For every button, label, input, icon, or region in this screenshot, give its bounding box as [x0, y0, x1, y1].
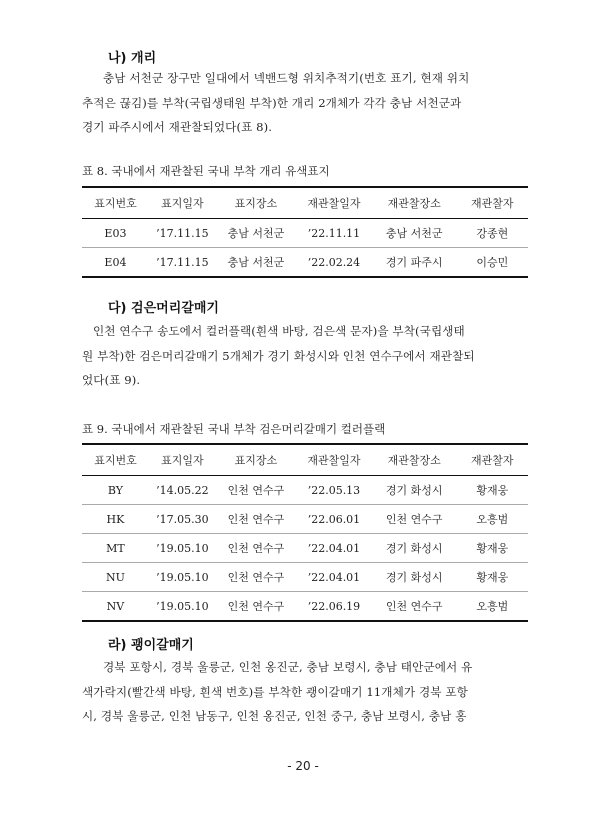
table-cell: ’22.04.01: [307, 570, 361, 584]
table-header-row: [82, 187, 528, 219]
table-cell: ’17.05.30: [156, 512, 209, 526]
table-cell: BY: [107, 483, 124, 497]
column-header: 재관찰장소: [387, 197, 441, 210]
paragraph-ra: [82, 655, 530, 729]
table-row: [82, 505, 528, 534]
table-row: [82, 476, 528, 505]
column-header: 재관찰자: [471, 454, 514, 467]
paragraph-line: 추적은 끊김)를 부착(국립생태원 부착)한 개리 2개체가 각각 충남 서천군과: [82, 95, 462, 110]
table-cell: 경기 화성시: [385, 542, 443, 555]
column-header: 표지번호: [94, 197, 137, 210]
page-number: - 20 -: [287, 759, 319, 773]
paragraph-na: [82, 66, 530, 140]
paragraph-line: 경기 파주시에서 재관찰되었다(표 8).: [82, 120, 273, 134]
paragraph-line: 경북 포항시, 경북 울릉군, 인천 옹진군, 충남 보령시, 충남 태안군에서 유: [103, 660, 473, 674]
column-header: 재관찰일자: [307, 454, 361, 467]
column-header: 재관찰장소: [387, 454, 441, 467]
table-cell: 이승민: [476, 256, 509, 269]
table-cell: 충남 서천군: [227, 256, 285, 269]
paragraph-line: 었다(표 9).: [82, 373, 141, 387]
paragraph-line: 충남 서천군 장구만 일대에서 넥밴드형 위치추적기(번호 표기, 현재 위치: [103, 71, 470, 85]
table-row: [82, 248, 528, 278]
table-cell: 인천 연수구: [385, 600, 443, 613]
paragraph-line: 인천 연수구 송도에서 컬러플랙(흰색 바탕, 검은색 문자)을 부착(국립생태: [93, 324, 465, 338]
table-cell: ’22.02.24: [307, 255, 361, 269]
table-cell: NV: [106, 599, 125, 613]
table-cell: ’19.05.10: [156, 599, 209, 613]
table-cell: ’22.11.11: [307, 226, 361, 240]
table-cell: 충남 서천군: [227, 227, 285, 240]
table-row: [82, 219, 528, 248]
section-heading-na: 나) 개리: [108, 51, 157, 66]
table-cell: ’22.06.01: [307, 512, 361, 526]
table-row: [82, 592, 528, 622]
table-cell: 강종현: [476, 227, 509, 240]
table-cell: 경기 화성시: [385, 571, 443, 584]
column-header: 표지일자: [161, 454, 204, 467]
table-cell: 인천 연수구: [227, 513, 285, 526]
table-row: [82, 563, 528, 592]
column-header: 표지일자: [161, 197, 204, 210]
table-cell: 인천 연수구: [385, 513, 443, 526]
column-header: 표지번호: [94, 454, 137, 467]
column-header: 재관찰일자: [307, 197, 361, 210]
table-cell: ’19.05.10: [156, 570, 209, 584]
table-cell: 인천 연수구: [227, 571, 285, 584]
table-cell: 황재웅: [476, 571, 509, 584]
section-heading-ra: 라) 괭이갈매기: [108, 638, 194, 653]
table-row: [82, 534, 528, 563]
column-header: 재관찰자: [471, 197, 514, 210]
table-cell: 경기 화성시: [385, 484, 443, 497]
column-header: 표지장소: [234, 197, 278, 210]
table9-caption: 표 9. 국내에서 재관찰된 국내 부착 검은머리갈매기 컬러플랙: [82, 422, 386, 436]
table-cell: E03: [104, 226, 127, 240]
table-cell: E04: [104, 255, 127, 269]
table-cell: 오흥범: [476, 600, 509, 613]
table-cell: 경기 파주시: [385, 256, 443, 269]
paragraph-da: [82, 319, 530, 393]
table-cell: 인천 연수구: [227, 484, 285, 497]
paragraph-line: 시, 경북 울릉군, 인천 남동구, 인천 옹진군, 인천 중구, 충남 보령시, 충남 홍: [82, 709, 467, 723]
table9: [82, 443, 528, 622]
table-cell: 인천 연수구: [227, 542, 285, 555]
table-cell: ’17.11.15: [156, 226, 209, 240]
table-cell: 오흥범: [476, 513, 509, 526]
paragraph-line: 원 부착)한 검은머리갈매기 5개체가 경기 화성시와 인천 연수구에서 재관찰되: [82, 348, 475, 363]
table-cell: ’22.06.19: [307, 599, 361, 613]
table-cell: 인천 연수구: [227, 600, 285, 613]
paragraph-line: 색가락지(빨간색 바탕, 흰색 번호)를 부착한 괭이갈매기 11개체가 경북 포항: [82, 684, 468, 699]
table-cell: ’19.05.10: [156, 541, 209, 555]
table-cell: HK: [106, 512, 125, 526]
table8: [82, 186, 528, 278]
table-cell: ’17.11.15: [156, 255, 209, 269]
section-heading-da: 다) 검은머리갈매기: [108, 301, 219, 316]
table-cell: 황재웅: [476, 484, 509, 497]
table8-caption: 표 8. 국내에서 재관찰된 국내 부착 개리 유색표지: [82, 164, 330, 178]
table-cell: NU: [105, 570, 125, 584]
table-cell: 충남 서천군: [385, 227, 443, 240]
column-header: 표지장소: [234, 454, 278, 467]
table-cell: 황재웅: [476, 542, 509, 555]
table-cell: ’22.05.13: [307, 483, 361, 497]
table-cell: ’14.05.22: [156, 483, 209, 497]
table-header-row: [82, 444, 528, 476]
table-cell: ’22.04.01: [307, 541, 361, 555]
table-cell: MT: [106, 541, 125, 555]
